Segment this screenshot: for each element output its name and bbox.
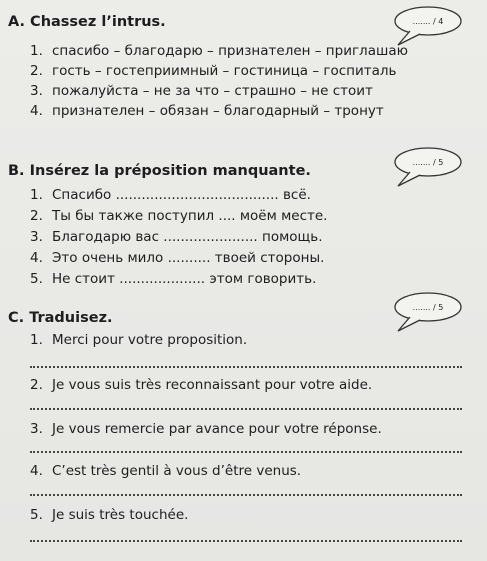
section-a-title: A. Chassez l’intrus. <box>8 14 166 30</box>
section-a-item-1: 1. спасибо – благодарю – признателен – приглашаю <box>30 43 408 59</box>
section-b-score: ....... / 5 <box>412 158 444 167</box>
section-a-item-4: 4. признателен – обязан – благодарный – тронут <box>30 103 384 119</box>
section-b-item-4: 4. Это очень мило .......... твоей стороны. <box>30 250 325 266</box>
section-c-item-3: 3. Je vous remercie par avance pour votre réponse. <box>30 421 382 437</box>
section-c-item-1: 1. Merci pour votre proposition. <box>30 332 248 348</box>
answer-line-2[interactable] <box>30 408 462 410</box>
answer-line-5[interactable] <box>30 540 462 542</box>
answer-line-3[interactable] <box>30 451 462 453</box>
section-b-item-3: 3. Благодарю вас ...................... помощь. <box>30 229 323 245</box>
section-c-score: ....... / 5 <box>412 303 444 312</box>
section-c-score-bubble <box>388 290 468 340</box>
section-c-item-5: 5. Je suis très touchée. <box>30 507 189 523</box>
section-b-item-5: 5. Не стоит .................... этом говорить. <box>30 271 317 287</box>
section-c-item-4: 4. C’est très gentil à vous d’être venus. <box>30 463 302 479</box>
section-b-item-1: 1. Спасибо ...................................... всё. <box>30 187 311 203</box>
answer-line-4[interactable] <box>30 494 462 496</box>
section-c-title: C. Traduisez. <box>8 310 113 326</box>
section-a-item-2: 2. гость – гостеприимный – гостиница – госпиталь <box>30 63 397 79</box>
section-a-score: ....... / 4 <box>412 17 444 26</box>
section-a-item-3: 3. пожалуйста – не за что – страшно – не стоит <box>30 83 373 99</box>
section-b-item-2: 2. Ты бы также поступил .... моём месте. <box>30 208 328 224</box>
section-b-score-bubble <box>388 145 468 195</box>
answer-line-1[interactable] <box>30 366 462 368</box>
section-c-item-2: 2. Je vous suis très reconnaissant pour votre aide. <box>30 377 373 393</box>
section-b-title: B. Insérez la préposition manquante. <box>8 163 311 179</box>
